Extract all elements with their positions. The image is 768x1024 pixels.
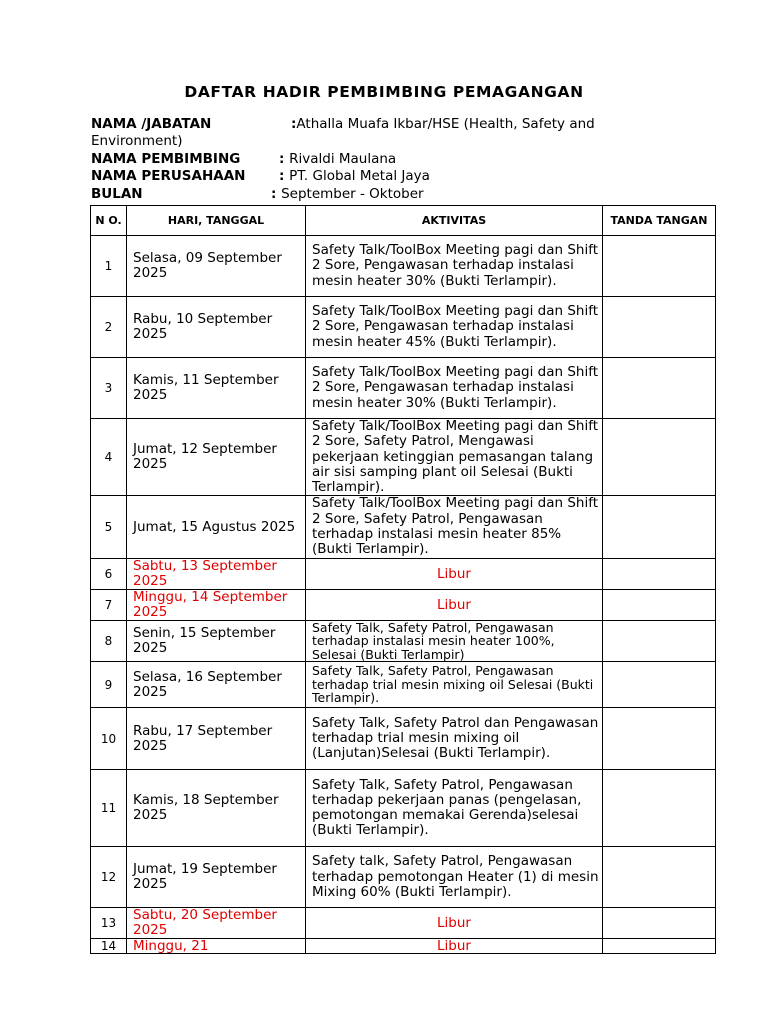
bulan-value: September - Oktober: [281, 186, 424, 202]
table-row: [91, 708, 716, 770]
row-activity-libur: Libur: [306, 589, 603, 620]
row-date: Rabu, 10 September 2025: [127, 297, 306, 358]
perusahaan-label: NAMA PERUSAHAAN: [91, 168, 246, 184]
row-date: Kamis, 18 September 2025: [127, 770, 306, 847]
table-row: [91, 620, 716, 662]
row-activity: Safety Talk, Safety Patrol, Pengawasan terhadap pekerjaan panas (pengelasan, pemotongan memakai Gerenda)selesai (Bukti Terlampir).: [306, 770, 603, 847]
row-signature: [603, 770, 716, 847]
row-signature: [603, 358, 716, 419]
row-date: Sabtu, 13 September 2025: [127, 558, 306, 589]
table-row-holiday: [91, 908, 716, 939]
table-header-row: [91, 206, 716, 236]
row-signature: [603, 297, 716, 358]
row-no: 10: [91, 708, 127, 770]
row-no: 3: [91, 358, 127, 419]
row-activity-libur: Libur: [306, 558, 603, 589]
row-no: 9: [91, 662, 127, 708]
info-jabatan: NAMA /JABATAN :Athalla Muafa Ikbar/HSE (Health, Safety and Environment): [91, 116, 595, 149]
row-activity: Safety Talk, Safety Patrol, Pengawasan terhadap trial mesin mixing oil Selesai (Bukti Terlampir).: [306, 662, 603, 708]
row-signature: [603, 939, 716, 954]
row-activity-libur: Libur: [306, 939, 603, 954]
row-signature: [603, 662, 716, 708]
row-date: Jumat, 15 Agustus 2025: [127, 496, 306, 558]
row-date: Sabtu, 20 September 2025: [127, 908, 306, 939]
row-no: 6: [91, 558, 127, 589]
row-no: 5: [91, 496, 127, 558]
row-date: Selasa, 16 September 2025: [127, 662, 306, 708]
row-signature: [603, 496, 716, 558]
table-row: [91, 358, 716, 419]
table-row-holiday: [91, 558, 716, 589]
row-signature: [603, 419, 716, 496]
row-date: Kamis, 11 September 2025: [127, 358, 306, 419]
header-sign: TANDA TANGAN: [603, 206, 716, 236]
jabatan-value: Athalla Muafa Ikbar/HSE (Health, Safety and Environment): [91, 116, 595, 149]
row-no: 12: [91, 847, 127, 908]
row-date: Minggu, 21: [127, 939, 306, 954]
info-pembimbing: NAMA PEMBIMBING : Rivaldi Maulana: [91, 151, 397, 167]
row-date: Jumat, 19 September 2025: [127, 847, 306, 908]
row-no: 4: [91, 419, 127, 496]
row-date: Jumat, 12 September 2025: [127, 419, 306, 496]
table-row: [91, 496, 716, 558]
table-row-holiday: [91, 589, 716, 620]
perusahaan-value: PT. Global Metal Jaya: [289, 168, 430, 184]
header-activity: AKTIVITAS: [306, 206, 603, 236]
row-activity: Safety Talk/ToolBox Meeting pagi dan Shift 2 Sore, Safety Patrol, Pengawasan terhadap instalasi mesin heater 85% (Bukti Terlampir).: [306, 496, 603, 558]
row-activity: Safety Talk/ToolBox Meeting pagi dan Shift 2 Sore, Safety Patrol, Mengawasi pekerjaan ketinggian pemasangan talang air sisi samping plant oil Selesai (Bukti Terlampir).: [306, 419, 603, 496]
table-row: [91, 236, 716, 297]
row-signature: [603, 236, 716, 297]
table-row: [91, 847, 716, 908]
row-activity: Safety talk, Safety Patrol, Pengawasan terhadap pemotongan Heater (1) di mesin Mixing 60% (Bukti Terlampir).: [306, 847, 603, 908]
table-row: [91, 662, 716, 708]
header-no: N O.: [91, 206, 127, 236]
pembimbing-label: NAMA PEMBIMBING: [91, 151, 241, 167]
row-activity: Safety Talk/ToolBox Meeting pagi dan Shift 2 Sore, Pengawasan terhadap instalasi mesin heater 30% (Bukti Terlampir).: [306, 236, 603, 297]
row-no: 13: [91, 908, 127, 939]
row-activity: Safety Talk/ToolBox Meeting pagi dan Shift 2 Sore, Pengawasan terhadap instalasi mesin heater 45% (Bukti Terlampir).: [306, 297, 603, 358]
row-no: 14: [91, 939, 127, 954]
row-date: Senin, 15 September 2025: [127, 620, 306, 662]
table-row-holiday: [91, 939, 716, 954]
row-activity: Safety Talk, Safety Patrol, Pengawasan terhadap instalasi mesin heater 100%, Selesai (Bukti Terlampir): [306, 620, 603, 662]
jabatan-label: NAMA /JABATAN: [91, 116, 212, 132]
row-signature: [603, 558, 716, 589]
table-row: [91, 297, 716, 358]
info-bulan: BULAN : September - Oktober: [91, 186, 424, 202]
row-signature: [603, 908, 716, 939]
row-date: Selasa, 09 September 2025: [127, 236, 306, 297]
row-signature: [603, 620, 716, 662]
table-row: [91, 419, 716, 496]
header-date: HARI, TANGGAL: [127, 206, 306, 236]
row-no: 1: [91, 236, 127, 297]
page-title: DAFTAR HADIR PEMBIMBING PEMAGANGAN: [184, 83, 584, 101]
bulan-label: BULAN: [91, 186, 143, 202]
row-activity: Safety Talk/ToolBox Meeting pagi dan Shift 2 Sore, Pengawasan terhadap instalasi mesin heater 30% (Bukti Terlampir).: [306, 358, 603, 419]
row-activity: Safety Talk, Safety Patrol dan Pengawasan terhadap trial mesin mixing oil (Lanjutan)Selesai (Bukti Terlampir).: [306, 708, 603, 770]
pembimbing-value: Rivaldi Maulana: [289, 151, 397, 167]
row-no: 8: [91, 620, 127, 662]
row-date: Minggu, 14 September 2025: [127, 589, 306, 620]
row-signature: [603, 589, 716, 620]
row-no: 2: [91, 297, 127, 358]
row-signature: [603, 847, 716, 908]
row-activity-libur: Libur: [306, 908, 603, 939]
row-date: Rabu, 17 September 2025: [127, 708, 306, 770]
info-perusahaan: NAMA PERUSAHAAN : PT. Global Metal Jaya: [91, 168, 430, 184]
row-no: 11: [91, 770, 127, 847]
table-row: [91, 770, 716, 847]
row-signature: [603, 708, 716, 770]
row-no: 7: [91, 589, 127, 620]
attendance-table: [90, 205, 716, 954]
